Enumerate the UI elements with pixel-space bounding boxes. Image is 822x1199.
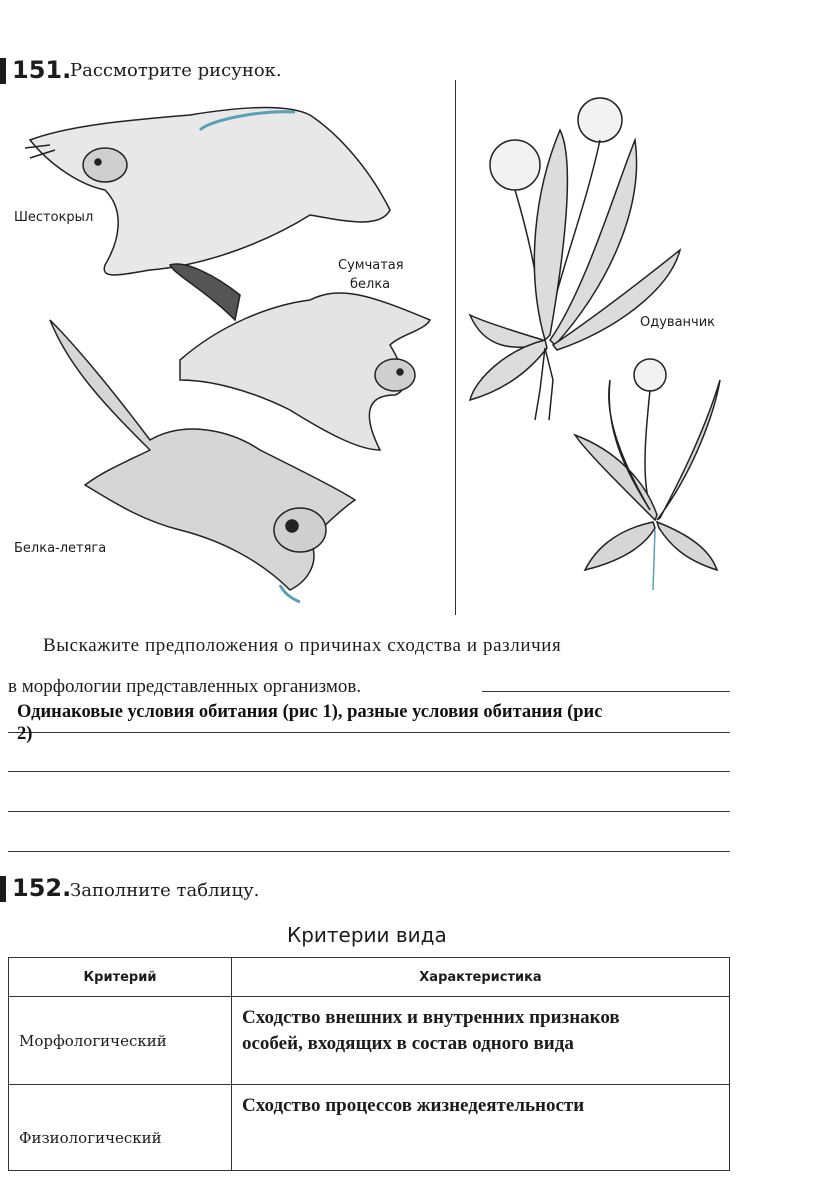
- answer-151-line2[interactable]: 2): [17, 724, 33, 744]
- gliding-animals-illustration: [10, 90, 450, 610]
- label-flying-squirrel: Белка-летяга: [14, 541, 107, 556]
- colugo-drawing: [25, 108, 390, 276]
- table-header-row: [9, 958, 730, 997]
- task-marker-151: [0, 58, 6, 84]
- answer-rule-3: [8, 811, 730, 812]
- header-characteristic: Характеристика: [232, 958, 730, 997]
- task-number-152: 152.: [12, 874, 72, 902]
- task-instruction-151: Рассмотрите рисунок.: [70, 60, 282, 81]
- question-line-2: в морфологии представленных организмов.: [8, 676, 362, 697]
- answer-151-line1[interactable]: Одинаковые условия обитания (рис 1), разные условия обитания (рис: [17, 702, 603, 722]
- label-sugar-glider-line1: Сумчатая: [338, 258, 404, 273]
- table-title: Критерии вида: [287, 923, 447, 947]
- label-dandelion: Одуванчик: [640, 315, 716, 330]
- sugar-glider-drawing: [170, 264, 430, 450]
- task-instruction-152: Заполните таблицу.: [70, 880, 260, 901]
- characteristic-cell[interactable]: [232, 997, 730, 1085]
- figure-divider: [455, 80, 456, 615]
- label-sugar-glider-line2: белка: [350, 277, 391, 292]
- answer-rule-1: [8, 732, 730, 733]
- short-dandelion-drawing: [575, 359, 720, 590]
- criterion-cell: Морфологический: [9, 997, 232, 1085]
- label-colugo: Шестокрыл: [14, 210, 94, 225]
- table-row: [9, 1085, 730, 1171]
- answer-rule-2: [8, 771, 730, 772]
- table-row: [9, 997, 730, 1085]
- question-line-1: Выскажите предположения о причинах сходства и различия: [43, 635, 562, 656]
- answer-152-row1-line2: особей, входящих в состав одного вида: [242, 1033, 574, 1054]
- characteristic-cell[interactable]: [232, 1085, 730, 1171]
- answer-152-row2-line1: Сходство процессов жизнедеятельности: [242, 1095, 585, 1116]
- task-marker-152: [0, 876, 6, 902]
- answer-rule-4: [8, 851, 730, 852]
- answer-rule-0: [482, 691, 730, 692]
- dandelion-illustration: [465, 90, 725, 610]
- criterion-cell: Физиологический: [9, 1085, 232, 1171]
- answer-152-row1-line1: Сходство внешних и внутренних признаков: [242, 1007, 620, 1028]
- header-criterion: Критерий: [9, 958, 232, 997]
- task-number-151: 151.: [12, 56, 72, 84]
- criteria-table: [8, 957, 730, 1171]
